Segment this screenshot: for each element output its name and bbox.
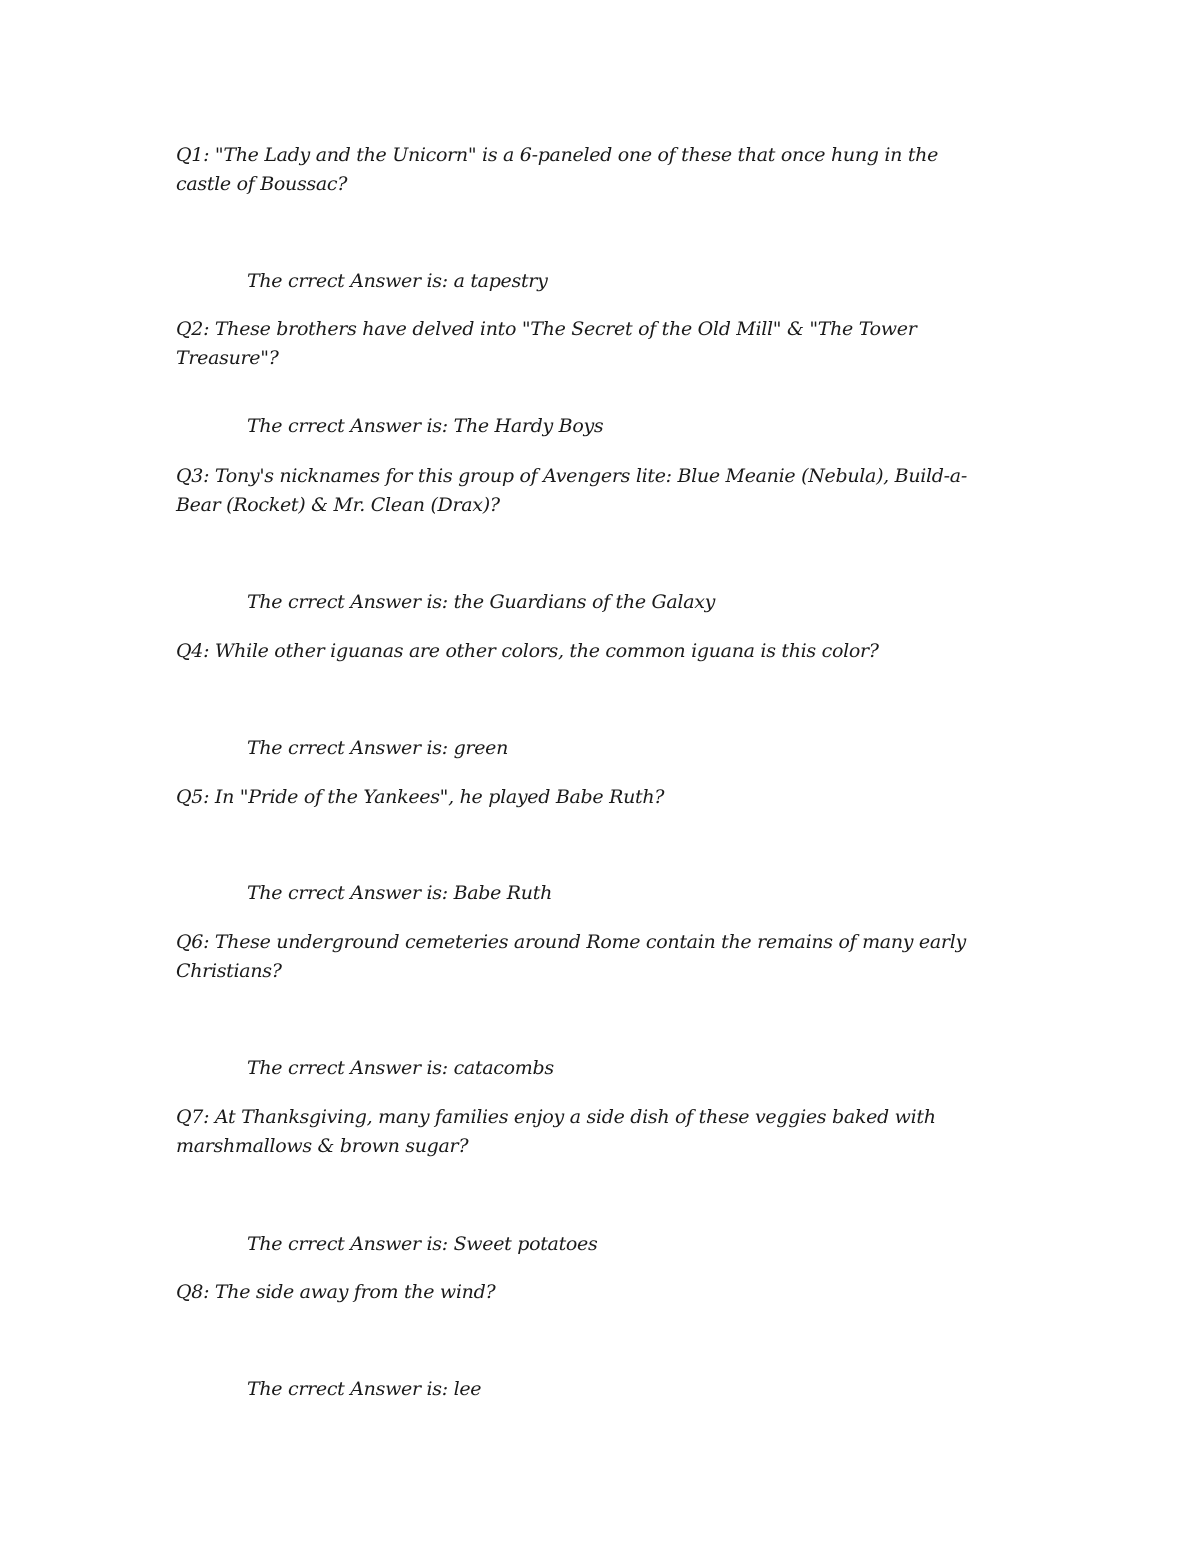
answer-text: The crrect Answer is: Babe Ruth bbox=[247, 882, 553, 904]
answer-text: The crrect Answer is: Sweet potatoes bbox=[247, 1233, 598, 1255]
answer-text: The crrect Answer is: catacombs bbox=[247, 1057, 554, 1079]
answer-text: The crrect Answer is: The Hardy Boys bbox=[247, 415, 604, 437]
question-text: Q6: These underground cemeteries around Rome contain the remains of many early Christians? bbox=[176, 931, 966, 982]
answer-text: The crrect Answer is: the Guardians of the Galaxy bbox=[247, 591, 716, 613]
answer-text: The crrect Answer is: green bbox=[247, 737, 509, 759]
question-text: Q4: While other iguanas are other colors, the common iguana is this color? bbox=[176, 640, 879, 662]
question-text: Q7: At Thanksgiving, many families enjoy a side dish of these veggies baked with marshmallows & brown sugar? bbox=[176, 1106, 936, 1157]
question-text: Q2: These brothers have delved into "The Secret of the Old Mill" & "The Tower Treasure"? bbox=[176, 318, 917, 369]
question-text: Q8: The side away from the wind? bbox=[176, 1281, 496, 1303]
answer-text: The crrect Answer is: a tapestry bbox=[247, 270, 548, 292]
answer-text: The crrect Answer is: lee bbox=[247, 1378, 482, 1400]
question-text: Q5: In "Pride of the Yankees", he played Babe Ruth? bbox=[176, 786, 665, 808]
question-text: Q3: Tony's nicknames for this group of Avengers lite: Blue Meanie (Nebula), Build-a-Bear (Rocket) & Mr. Clean (Drax)? bbox=[176, 465, 967, 516]
question-text: Q1: "The Lady and the Unicorn" is a 6-paneled one of these that once hung in the castle of Boussac? bbox=[176, 144, 939, 195]
